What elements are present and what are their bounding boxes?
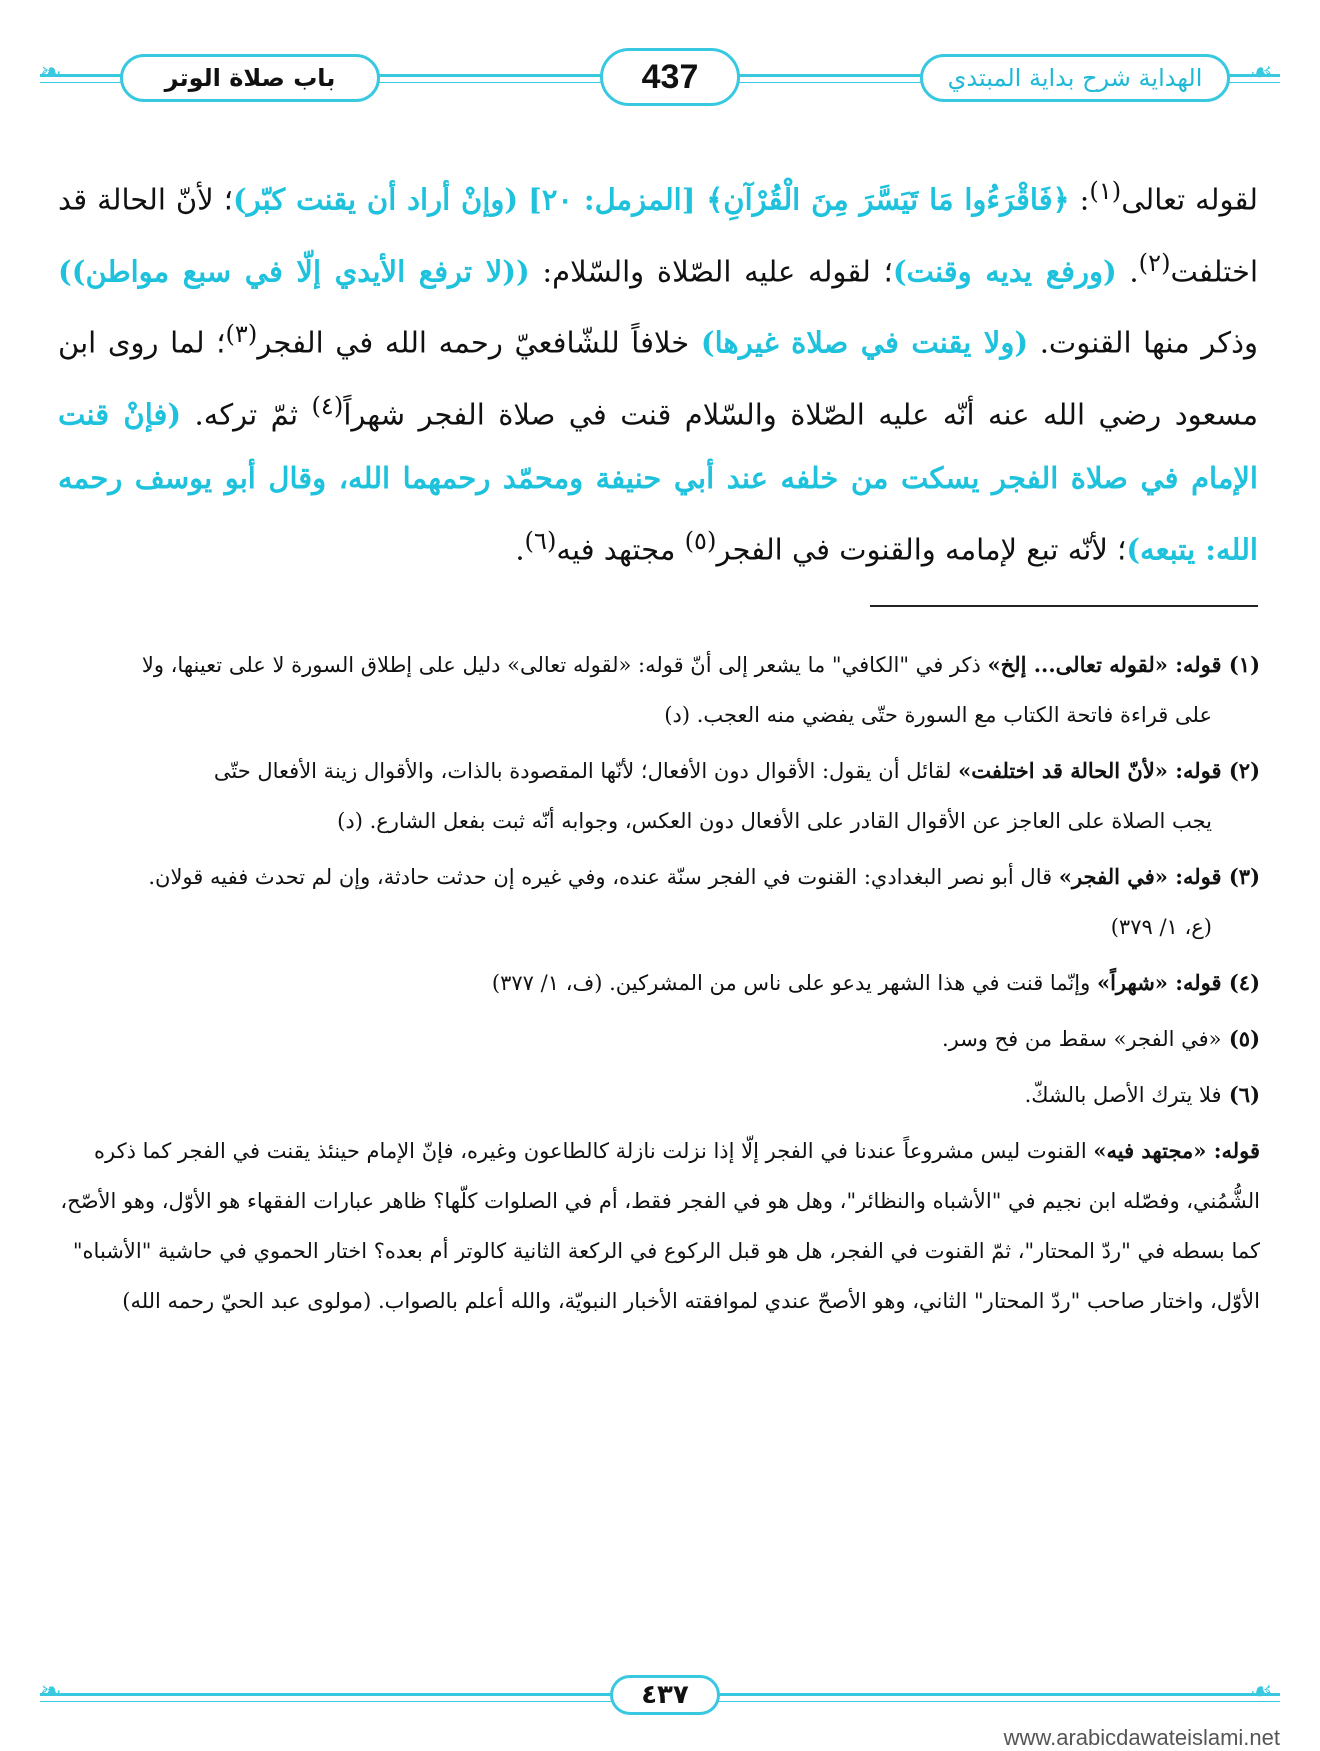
text-run: وذكر منها القنوت.	[1028, 325, 1259, 360]
footnote-head: «شهراً»	[1096, 970, 1168, 995]
section-title: باب صلاة الوتر	[120, 54, 380, 102]
footnote-head: «في الفجر»	[1058, 864, 1168, 889]
footnote-text: «في الفجر» سقط من فح وسر.	[941, 1027, 1222, 1051]
footnote	[55, 1014, 1260, 1064]
footnote-label: (٣) قوله:	[1167, 864, 1260, 889]
website-url[interactable]: www.arabicdawateislami.net	[1003, 1725, 1280, 1750]
footnote-text: لقائل أن يقول: الأقوال دون الأفعال؛ لأنّها المقصودة بالذات، والأقوال زينة الأفعال حتّى	[213, 759, 959, 783]
footnote-label: (٤) قوله:	[1167, 970, 1260, 995]
page-header	[40, 48, 1280, 108]
footnote-ref[interactable]: (٣)	[225, 320, 258, 349]
text-run: ثمّ تركه.	[181, 397, 312, 432]
text-run: خلافاً للشّافعيّ رحمه الله في الفجر	[257, 325, 701, 360]
footnote-label: (٥)	[1221, 1026, 1260, 1051]
hadith-text: ((لا ترفع الأيدي إلّا في سبع مواطن))	[58, 254, 530, 289]
footnote-ref[interactable]: (٤)	[311, 391, 344, 420]
footnote	[55, 1070, 1260, 1120]
text-run: مجتهد فيه	[556, 532, 685, 567]
footnote	[55, 640, 1260, 740]
footer-page-number: ٤٣٧	[610, 1675, 720, 1715]
footnote	[55, 958, 1260, 1008]
footnote-head: «لأنّ الحالة قد اختلفت»	[958, 758, 1168, 783]
footnote-label: (٢) قوله:	[1167, 758, 1260, 783]
footnote-label: (٦)	[1221, 1082, 1260, 1107]
text-run: ؛ لما روى ابن مسعود رضي الله عنه أنّه عليه الصّلاة والسّلام قنت في صلاة الفجر شهراً	[58, 325, 1258, 432]
book-title: الهداية شرح بداية المبتدي	[920, 54, 1230, 102]
commentary-head: «مجتهد فيه»	[1093, 1138, 1207, 1163]
footnote-text: قال أبو نصر البغدادي: القنوت في الفجر سنّة عنده، وفي غيره إن حدثت حادثة، وإن لم تحدث ففيه قولان.	[148, 865, 1059, 889]
main-text	[58, 160, 1258, 581]
footnote-text: وإنّما قنت في هذا الشهر يدعو على ناس من المشركين. (ف، ١/ ٣٧٧)	[491, 971, 1097, 995]
commentary-text: القنوت ليس مشروعاً عندنا في الفجر إلّا إذا نزلت نازلة كالطاعون وغيره، فإنّ الإمام حينئذ يقنت في الفجر كما ذكره الشُّمُني، وفصّله ابن نجيم في "الأشباه والنظائر"، وهل هو في الفجر فقط، أم في الصلوات كلّها؟ ظاهر عبارات الفقهاء هو الأوّل، وهو الأصّح، كما بسطه في "ردّ المحتار"، ثمّ القنوت في الفجر، هل هو قبل الركوع في الركعة الثانية كالوتر أم بعده؟ اختار الحموي في حاشية "الأشباه" الأوّل، واختار صاحب "ردّ المحتار" الثاني، وهو الأصحّ عندي لموافقته الأخبار النبويّة، والله أعلم بالصواب. (مولوى عبد الحيّ رحمه الله)	[60, 1139, 1260, 1313]
footnote-text: ذكر في "الكافي" ما يشعر إلى أنّ قوله: «لقوله تعالى» دليل على إطلاق السورة لا على تعينها، ولا	[141, 653, 988, 677]
text-run: ؛ لقوله عليه الصّلاة والسّلام:	[529, 254, 893, 289]
ornament-left-icon: ❧	[40, 1677, 62, 1707]
text-run: ؛ لأنّه تبع لإمامه والقنوت في الفجر	[716, 532, 1127, 567]
text-run: لقوله تعالى	[1121, 182, 1258, 217]
ornament-right-icon: ☙	[1250, 1677, 1274, 1707]
footnote	[55, 746, 1260, 846]
footnote	[55, 852, 1260, 952]
ornament-left-icon: ❧	[40, 58, 62, 88]
commentary	[55, 1126, 1260, 1326]
matn-text: (فإنْ قنت الإمام في صلاة الفجر يسكت من خلفه عند أبي حنيفة ومحمّد رحمهما الله، وقال أبو يوسف رحمه الله: يتبعه)	[58, 397, 1258, 567]
text-run: ؛ لأنّ الحالة قد اختلفت	[58, 182, 1258, 289]
footnote-separator	[870, 605, 1258, 607]
footnote-ref[interactable]: (١)	[1089, 177, 1122, 205]
footnote-head: «لقوله تعالى... إلخ»	[987, 652, 1168, 677]
quran-verse: ﴿فَاقْرَءُوا مَا تَيَسَّرَ مِنَ الْقُرْآنِ﴾ [المزمل: ٢٠]	[528, 182, 1070, 217]
footnote-cont: يجب الصلاة على العاجز عن الأقوال القادر على الأفعال دون العكس، وجوابه أنّه ثبت بفعل الشارع. (د)	[337, 809, 1212, 833]
text-run: .	[515, 532, 525, 567]
ornament-right-icon: ☙	[1250, 58, 1274, 88]
footnote-ref[interactable]: (٢)	[1138, 248, 1171, 277]
footnote-ref[interactable]: (٦)	[524, 526, 557, 555]
matn-text: (ولا يقنت في صلاة غيرها)	[700, 325, 1029, 360]
footnote-ref[interactable]: (٥)	[684, 526, 717, 555]
text-run: :	[1069, 182, 1090, 217]
footnote-cont: (ع، ١/ ٣٧٩)	[1110, 915, 1212, 939]
footnotes	[55, 640, 1260, 1332]
matn-text: (ورفع يديه وقنت)	[892, 254, 1117, 289]
text-run: .	[1116, 254, 1139, 289]
matn-text: (وإنْ أراد أن يقنت كبّر)	[232, 182, 519, 217]
page-number: 437	[600, 48, 740, 106]
footnote-text: فلا يترك الأصل بالشكّ.	[1024, 1083, 1222, 1107]
footnote-label: (١) قوله:	[1167, 652, 1260, 677]
commentary-label: قوله:	[1206, 1138, 1260, 1163]
page-footer	[40, 1675, 1280, 1719]
footnote-cont: على قراءة فاتحة الكتاب مع السورة حتّى يفضي منه العجب. (د)	[664, 703, 1212, 727]
